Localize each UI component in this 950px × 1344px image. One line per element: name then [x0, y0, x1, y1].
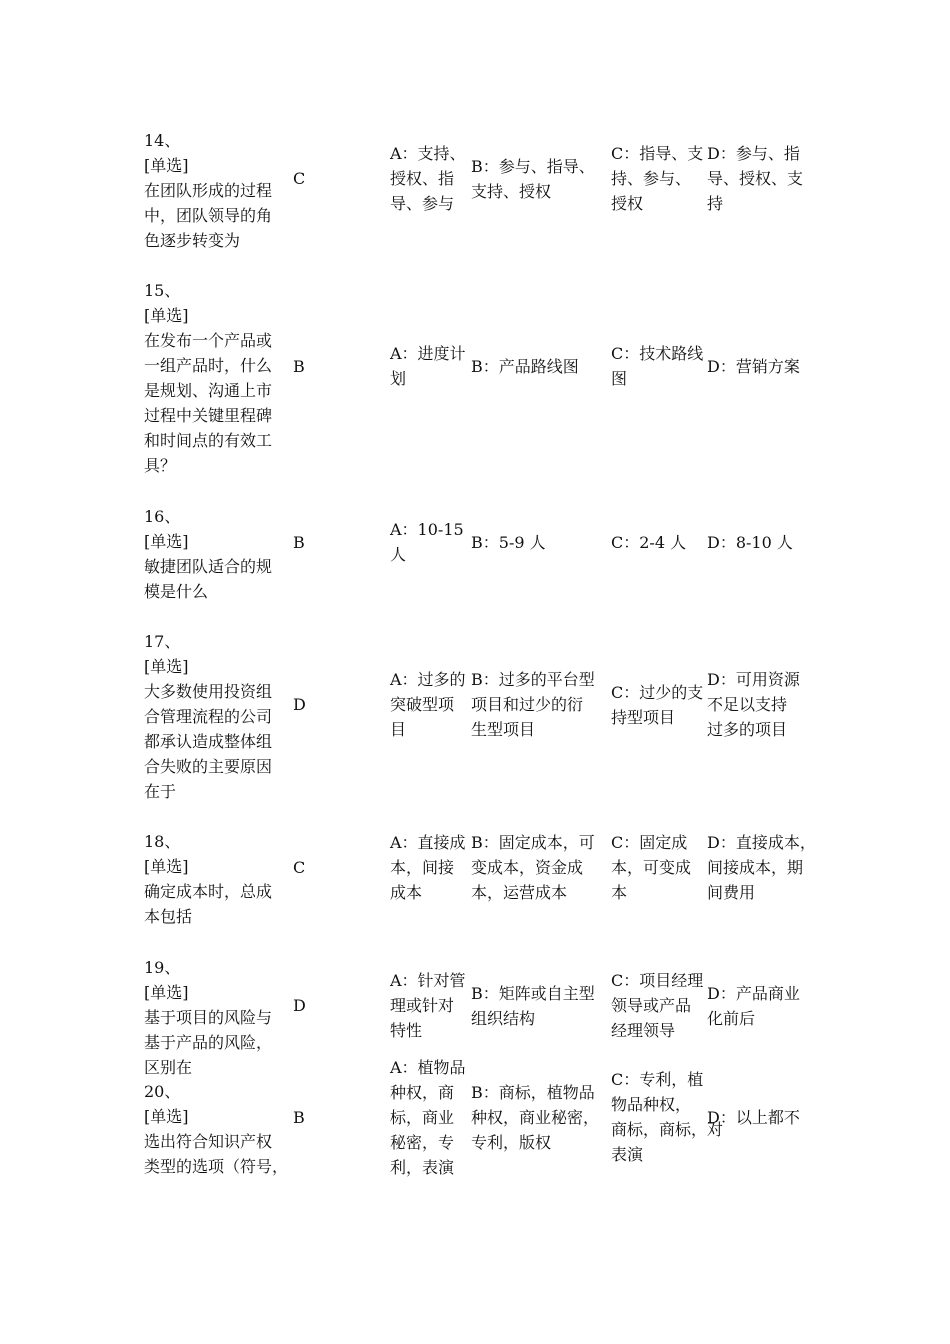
option-d-line: D：8-10 人	[707, 533, 793, 552]
option-d-line: D：营销方案	[707, 357, 800, 376]
option-d-line: D：产品商业	[707, 984, 800, 1003]
option-b	[471, 1080, 607, 1155]
option-a-line: A：进度计	[390, 344, 466, 363]
option-a	[390, 1055, 470, 1180]
option-a-line: 特性	[390, 1021, 423, 1040]
option-a	[390, 667, 470, 742]
option-b-line: 变成本，资金成	[471, 858, 584, 877]
option-d	[707, 981, 810, 1031]
option-a-line: 理或针对	[390, 996, 455, 1015]
question-stem-line: 敏捷团队适合的规	[144, 557, 273, 576]
question-stem	[144, 504, 290, 604]
option-b-line: B：产品路线图	[471, 357, 579, 376]
option-a	[390, 517, 470, 567]
answer-key	[293, 354, 323, 379]
option-a-line: 本，间接	[390, 858, 455, 877]
option-c-line: 持型项目	[611, 708, 676, 727]
option-d	[707, 667, 810, 742]
option-a-line: 目	[390, 720, 407, 739]
option-c-line: C：技术路线	[611, 344, 704, 363]
option-b	[471, 667, 607, 742]
option-c	[611, 830, 707, 905]
option-a-line: A：支持、	[390, 144, 466, 163]
answer-key	[293, 1105, 323, 1130]
question-stem-line: 14、	[144, 131, 181, 150]
option-a	[390, 830, 470, 905]
option-a-line: 划	[390, 369, 407, 388]
question-stem-line: 模是什么	[144, 582, 209, 601]
option-c-line: C：过少的支	[611, 683, 704, 702]
option-a-line: 秘密，专	[390, 1133, 455, 1152]
option-a-line: 人	[390, 545, 407, 564]
option-c-line: C：指导、支	[611, 144, 704, 163]
option-b-line: B：5-9 人	[471, 533, 546, 552]
answer-key	[293, 993, 323, 1018]
question-stem-line: [单选]	[144, 983, 189, 1002]
option-c-line: 物品种权，	[611, 1095, 692, 1114]
option-b-line: B：商标，植物品	[471, 1083, 595, 1102]
option-a-line: A：过多的	[390, 670, 466, 689]
answer-key-line: B	[293, 533, 305, 552]
option-b-line: B：矩阵或自主型	[471, 984, 595, 1003]
option-d	[707, 1105, 810, 1130]
question-stem-line: 大多数使用投资组	[144, 682, 273, 701]
option-b	[471, 354, 607, 379]
option-c-line: 图	[611, 369, 628, 388]
option-a-line: 导、参与	[390, 194, 455, 213]
option-b	[471, 154, 607, 204]
question-stem-line: 15、	[144, 281, 181, 300]
answer-key	[293, 166, 323, 191]
option-a-line: 突破型项	[390, 695, 455, 714]
option-c-line: 授权	[611, 194, 644, 213]
option-b-line: 组织结构	[471, 1009, 536, 1028]
option-a	[390, 141, 470, 216]
option-d-line: 间接成本，期	[707, 858, 804, 877]
question-stem-line: 选出符合知识产权	[144, 1132, 273, 1151]
question-stem-line: [单选]	[144, 657, 189, 676]
question-stem	[144, 829, 290, 929]
question-stem-line: 合失败的主要原因	[144, 757, 273, 776]
question-stem-line: 16、	[144, 507, 181, 526]
option-a-line: 授权、指	[390, 169, 455, 188]
option-c	[611, 530, 707, 555]
option-a-line: A：针对管	[390, 971, 466, 990]
option-d-line: D：参与、指	[707, 144, 800, 163]
option-b-line: 支持、授权	[471, 182, 552, 201]
option-d	[707, 141, 810, 216]
question-stem-line: 区别在	[144, 1058, 193, 1077]
option-c-line: 持、参与、	[611, 169, 692, 188]
question-stem-line: 19、	[144, 958, 181, 977]
option-d-line: 持	[707, 194, 724, 213]
question-stem-line: 20、	[144, 1082, 181, 1101]
option-b-line: 专利，版权	[471, 1133, 552, 1152]
question-stem-line: [单选]	[144, 857, 189, 876]
option-c-line: C：2-4 人	[611, 533, 687, 552]
question-stem-line: 18、	[144, 832, 181, 851]
answer-key-line: C	[293, 169, 306, 188]
option-a-line: 成本	[390, 883, 423, 902]
question-stem-line: 在发布一个产品或	[144, 331, 273, 350]
option-b	[471, 981, 607, 1031]
question-stem-line: 17、	[144, 632, 181, 651]
option-c-line: 表演	[611, 1145, 644, 1164]
question-stem-line: 中，团队领导的角	[144, 206, 273, 225]
option-c-line: 领导或产品	[611, 996, 692, 1015]
option-c	[611, 680, 707, 730]
question-stem	[144, 278, 290, 478]
option-b-line: B：固定成本，可	[471, 833, 595, 852]
answer-key-line: B	[293, 357, 305, 376]
answer-key	[293, 855, 323, 880]
question-stem-line: [单选]	[144, 532, 189, 551]
option-b-line: 本，运营成本	[471, 883, 568, 902]
answer-key	[293, 692, 323, 717]
question-stem-line: 和时间点的有效工	[144, 431, 273, 450]
question-stem	[144, 128, 290, 253]
question-stem	[144, 1079, 290, 1179]
option-d-line: 过多的项目	[707, 720, 788, 739]
option-d-line: D：以上都不	[707, 1108, 800, 1127]
option-d-line: 间费用	[707, 883, 756, 902]
question-stem-line: 类型的选项（符号，	[144, 1157, 289, 1176]
option-c	[611, 1067, 724, 1167]
option-a-line: A：直接成	[390, 833, 466, 852]
option-a-line: 标，商业	[390, 1108, 455, 1127]
option-b-line: B：过多的平台型	[471, 670, 595, 689]
question-stem-line: 本包括	[144, 907, 193, 926]
question-stem-line: 具？	[144, 456, 177, 475]
option-c-line: 本	[611, 883, 628, 902]
question-stem-line: 确定成本时，总成	[144, 882, 273, 901]
option-a-line: A：植物品	[390, 1058, 466, 1077]
question-stem	[144, 955, 290, 1080]
question-stem-line: 基于产品的风险，	[144, 1033, 273, 1052]
option-c-line: C：专利，植	[611, 1070, 704, 1089]
option-b	[471, 830, 607, 905]
option-c-line: C：固定成	[611, 833, 688, 852]
question-stem-line: [单选]	[144, 156, 189, 175]
option-b-line: 生型项目	[471, 720, 536, 739]
option-b	[471, 530, 607, 555]
option-b-line: B：参与、指导、	[471, 157, 595, 176]
answer-key	[293, 530, 323, 555]
option-c	[611, 141, 707, 216]
option-a-line: 利，表演	[390, 1158, 455, 1177]
question-stem-line: 一组产品时，什么	[144, 356, 273, 375]
question-stem-line: 过程中关键里程碑	[144, 406, 273, 425]
option-c-line: 本，可变成	[611, 858, 692, 877]
option-c	[611, 968, 707, 1043]
option-d-line: 化前后	[707, 1009, 756, 1028]
answer-key-line: C	[293, 858, 306, 877]
option-d-line: D：直接成本，	[707, 833, 816, 852]
option-c-line: 商标，商标，对	[611, 1120, 724, 1139]
option-c	[611, 341, 707, 391]
answer-key-line: B	[293, 1108, 305, 1127]
question-stem-line: 色逐步转变为	[144, 231, 241, 250]
option-d	[707, 530, 810, 555]
question-stem-line: [单选]	[144, 1107, 189, 1126]
question-stem-line: [单选]	[144, 306, 189, 325]
question-stem-line: 合管理流程的公司	[144, 707, 273, 726]
option-b-line: 项目和过少的衍	[471, 695, 584, 714]
question-stem-line: 在团队形成的过程	[144, 181, 273, 200]
option-c-line: 经理领导	[611, 1021, 676, 1040]
option-d	[707, 354, 810, 379]
question-stem-line: 都承认造成整体组	[144, 732, 273, 751]
option-d-line: D：可用资源	[707, 670, 800, 689]
option-d-line: 不足以支持	[707, 695, 788, 714]
option-c-line: C：项目经理	[611, 971, 704, 990]
option-d	[707, 830, 816, 905]
question-stem-line: 是规划、沟通上市	[144, 381, 273, 400]
option-a-line: A：10-15	[390, 520, 464, 539]
option-d-line: 导、授权、支	[707, 169, 804, 188]
option-a-line: 种权，商	[390, 1083, 455, 1102]
option-a	[390, 341, 470, 391]
question-stem	[144, 629, 290, 804]
option-b-line: 种权，商业秘密，	[471, 1108, 600, 1127]
answer-key-line: D	[293, 996, 306, 1015]
question-stem-line: 在于	[144, 782, 177, 801]
question-stem-line: 基于项目的风险与	[144, 1008, 273, 1027]
option-a	[390, 968, 470, 1043]
answer-key-line: D	[293, 695, 306, 714]
